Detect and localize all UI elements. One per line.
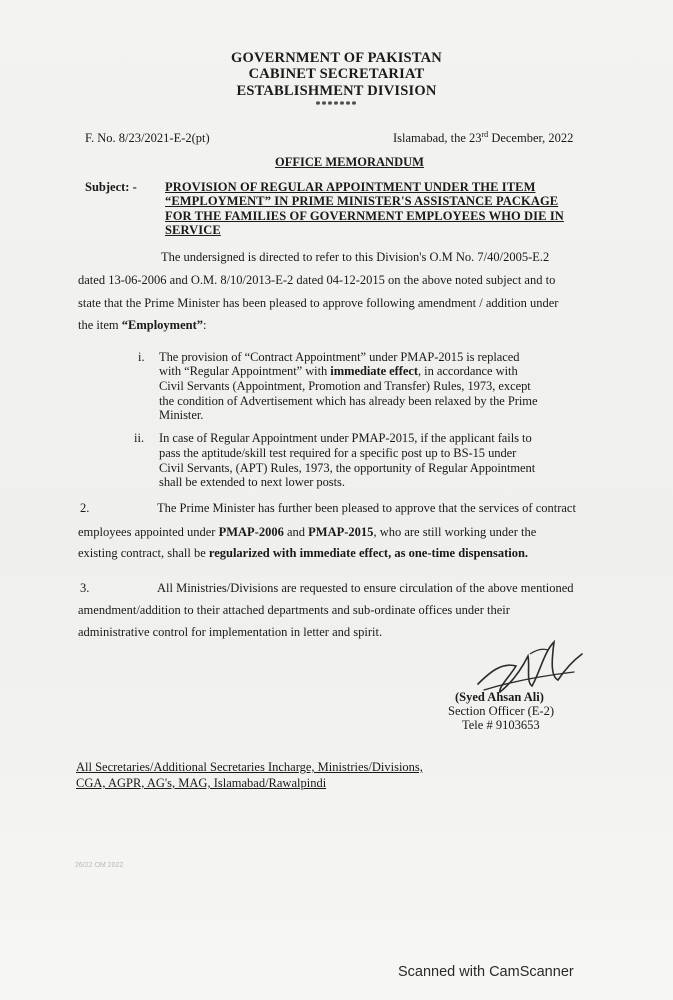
signatory-name: (Syed Ahsan Ali) [455,690,544,704]
para3-number: 3. [80,581,90,595]
place-date: Islamabad, the 23rd December, 2022 [393,129,574,145]
para1-line: the item “Employment”: [78,318,207,332]
item2-line: pass the aptitude/skill test required for a specific post up to BS-15 under [159,446,517,460]
para1-line: The undersigned is directed to refer to this Division's O.M No. 7/40/2005-E.2 [161,250,550,264]
subject-label: Subject: - [85,180,137,194]
header-line-cabinet: CABINET SECRETARIAT [248,66,425,82]
item1-line: Civil Servants (Appointment, Promotion and Transfer) Rules, 1973, except [159,379,531,393]
signatory-designation: Section Officer (E-2) [448,704,554,718]
header-line-government: GOVERNMENT OF PAKISTAN [231,50,442,66]
file-number: F. No. 8/23/2021-E-2(pt) [85,131,210,145]
subject-line: “EMPLOYMENT” IN PRIME MINISTER'S ASSISTANCE PACKAGE [165,194,559,208]
subject-line: PROVISION OF REGULAR APPOINTMENT UNDER THE ITEM [165,180,536,194]
subject-line: SERVICE [165,223,221,237]
para3-line: administrative control for implementation in letter and spirit. [78,625,383,639]
para2-number: 2. [80,501,90,515]
distribution-line: All Secretaries/Additional Secretaries Incharge, Ministries/Divisions, [76,760,423,774]
item1-line: the condition of Advertisement which has already been relaxed by the Prime [159,394,538,408]
scanner-watermark: Scanned with CamScanner [398,964,574,980]
distribution-line: CGA, AGPR, AG's, MAG, Islamabad/Rawalpindi [76,776,327,790]
signatory-tele: Tele # 9103653 [462,718,540,732]
faint-stamp: 26/22 OM 2022 [75,862,124,869]
item2-number: ii. [134,431,145,445]
para3-line: amendment/addition to their attached departments and sub-ordinate offices under their [78,603,510,617]
header-line-division: ESTABLISHMENT DIVISION [236,83,437,99]
item1-number: i. [138,350,145,364]
subject-line: FOR THE FAMILIES OF GOVERNMENT EMPLOYEES WHO DIE IN [165,209,564,223]
para1-line: state that the Prime Minister has been pleased to approve following amendment / addition under [78,296,559,310]
item1-line: The provision of “Contract Appointment” under PMAP-2015 is replaced [159,350,520,364]
item2-line: Civil Servants, (APT) Rules, 1973, the opportunity of Regular Appointment [159,461,536,475]
header-stars: ******* [315,100,358,111]
para1-line: dated 13-06-2006 and O.M. 8/10/2013-E-2 dated 04-12-2015 on the above noted subject and to [78,273,556,287]
item2-line: In case of Regular Appointment under PMAP-2015, if the applicant fails to [159,431,532,445]
para2-line: existing contract, shall be regularized with immediate effect, as one-time dispensation. [78,546,529,560]
para2-line: The Prime Minister has further been pleased to approve that the services of contract [157,501,576,515]
para2-line: employees appointed under PMAP-2006 and PMAP-2015, who are still working under the [78,525,537,539]
item1-line: with “Regular Appointment” with immediate effect, in accordance with [159,364,518,378]
item1-line: Minister. [159,408,204,422]
item2-line: shall be extended to next lower posts. [159,475,345,489]
para3-line: All Ministries/Divisions are requested to ensure circulation of the above mentioned [157,581,574,595]
memo-title: OFFICE MEMORANDUM [275,155,424,169]
